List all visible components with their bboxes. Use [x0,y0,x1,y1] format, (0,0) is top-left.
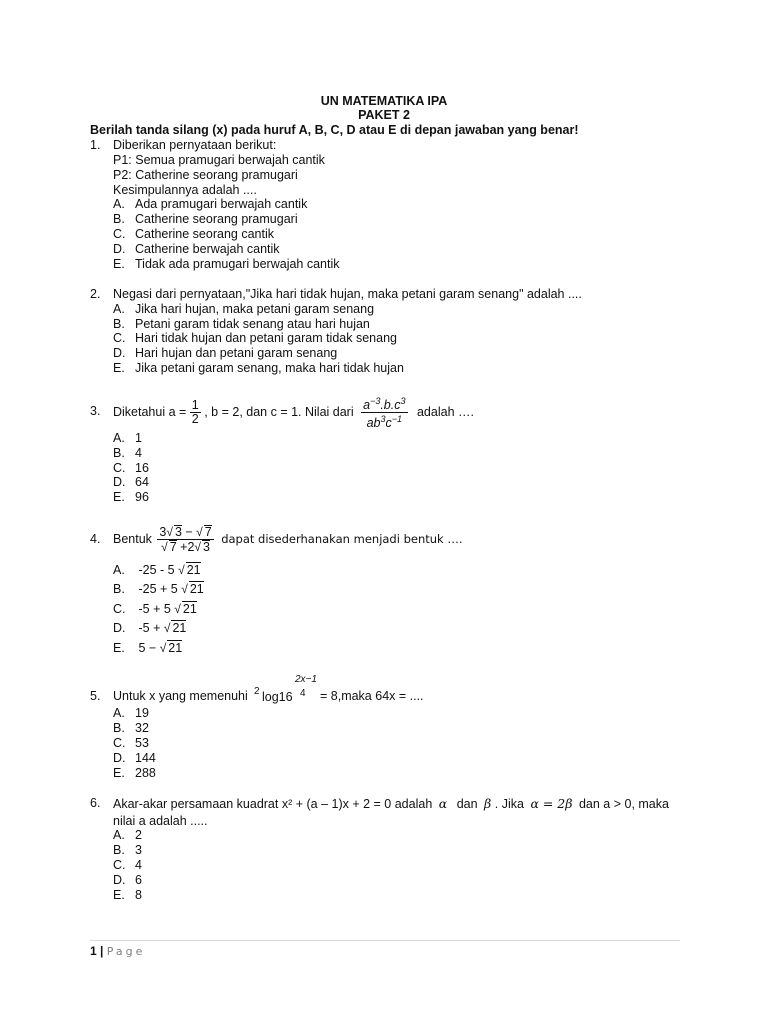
radicand: 21 [168,641,183,655]
exponent: 3 [400,396,406,407]
log-base: 2 [254,686,260,697]
option-d[interactable] [113,242,280,257]
question-text-part: . Jika [494,797,524,811]
beta-symbol: β [484,796,492,811]
term-ab: ab [366,416,381,431]
option-d[interactable] [113,346,337,361]
condition-expression: α = 2β [530,796,573,811]
option-text: Jika petani garam senang, maka hari tidak hujan [135,361,404,375]
option-text: 1 [135,431,142,445]
exponent: −1 [391,414,403,425]
option-d[interactable] [113,475,149,490]
option-letter: D. [113,346,126,360]
option-c[interactable] [113,736,149,751]
option-d[interactable] [113,873,142,888]
radical-icon: √ [194,540,202,555]
premise-1: P1: Semua pramugari berwajah cantik [113,153,325,167]
radical-icon: √ [178,563,185,577]
footer-divider [90,940,680,941]
radicand: 21 [186,563,201,577]
option-text: -5 + 5 [138,602,175,616]
question-number: 2. [90,287,101,301]
conclusion-prompt: Kesimpulannya adalah .... [113,183,257,197]
term-a: a [363,398,371,413]
option-e[interactable] [113,361,404,376]
option-text: 5 − [138,641,160,655]
radical-icon: √ [163,621,171,635]
option-letter: E. [113,361,125,375]
option-letter: A. [113,706,125,720]
question-text-mid: , b = 2, dan c = 1. Nilai dari [204,405,354,419]
question-text-post: = 8,maka 64x = .... [320,689,424,703]
term-c: c [385,416,392,431]
coefficient: 3 [159,525,167,540]
page-title: UN MATEMATIKA IPA [320,94,448,108]
surd-numerator [157,525,213,540]
radicand: 7 [169,540,177,555]
question-text-part: dan a > 0, maka [578,797,669,811]
option-letter: C. [113,461,126,475]
option-letter: E. [113,766,125,780]
question-text-pre: Bentuk [113,532,152,546]
option-text: 3 [135,843,142,857]
option-letter: B. [113,317,125,331]
option-letter: A. [113,302,125,316]
radical-icon: √ [159,641,167,655]
question-text-part: Akar-akar persamaan kuadrat x² + (a – 1)x + 2 = 0 adalah [113,797,433,811]
fraction-numerator: 1 [191,398,199,413]
option-text: Catherine berwajah cantik [135,242,280,256]
term-bc: .b.c [380,398,401,413]
option-text: 16 [135,461,149,475]
radical-icon: √ [196,525,203,540]
premise-2: P2: Catherine seorang pramugari [113,168,298,182]
page-footer [90,944,145,958]
option-text: 64 [135,475,149,489]
exponent-numerator: 2x−1 [295,674,317,685]
exponent-denominator: 4 [300,688,306,699]
surd-fraction [157,525,213,554]
option-a[interactable] [113,706,149,721]
option-text: 6 [135,873,142,887]
option-text: -25 + 5 [138,582,182,596]
option-e[interactable] [113,257,340,272]
page-number: 1 [90,944,97,958]
option-letter: E. [113,641,125,655]
option-e[interactable] [113,640,182,656]
option-letter: E. [113,257,125,271]
fraction-half [190,399,201,426]
radicand: 21 [182,602,197,616]
question-text: Negasi dari pernyataan,"Jika hari tidak hujan, maka petani garam senang" adalah .... [113,287,582,301]
alpha-symbol: α [438,796,448,811]
exponent: −3 [370,396,381,407]
radicand: 7 [204,525,212,540]
option-text: 32 [135,721,149,735]
option-letter: A. [113,197,125,211]
option-b[interactable] [113,721,149,736]
question-number: 6. [90,796,101,810]
radicand: 21 [189,582,204,596]
option-text: Hari hujan dan petani garam senang [135,346,338,360]
option-a[interactable] [113,197,307,212]
option-text: 288 [135,766,156,780]
option-text: 4 [135,446,142,460]
question-text [113,519,463,559]
option-letter: C. [113,227,126,241]
option-text: 19 [135,706,149,720]
option-letter: B. [113,843,125,857]
option-text: Catherine seorang pramugari [135,212,298,226]
option-c[interactable] [113,331,397,346]
option-text: Hari tidak hujan dan petani garam tidak senang [135,331,397,345]
radicand: 3 [174,525,182,540]
question-number: 4. [90,532,101,546]
radicand: 21 [172,621,187,635]
question-text-line2: nilai a adalah ..... [113,814,208,828]
operator: +2 [176,540,195,555]
option-letter: B. [113,582,125,596]
question-text [113,392,474,432]
option-d[interactable] [113,751,156,766]
option-letter: D. [113,242,126,256]
question-number: 1. [90,138,101,152]
instruction: Berilah tanda silang (x) pada huruf A, B, C, D atau E di depan jawaban yang benar! [90,123,579,137]
option-text: 2 [135,828,142,842]
radical-icon: √ [181,582,188,596]
question-number: 5. [90,689,101,703]
option-letter: C. [113,858,126,872]
option-c[interactable] [113,461,149,476]
question-text-post: adalah …. [416,405,474,419]
option-letter: C. [113,331,126,345]
surd-denominator [157,540,213,554]
option-letter: E. [113,888,125,902]
option-d[interactable] [113,620,186,636]
option-text: 4 [135,858,142,872]
option-b[interactable] [113,843,142,858]
question-text [113,796,669,812]
option-b[interactable] [113,581,204,597]
option-a[interactable] [113,431,142,446]
option-letter: A. [113,828,125,842]
option-text: Petani garam tidak senang atau hari hujan [135,317,370,331]
question-text: Diberikan pernyataan berikut: [113,138,277,152]
option-letter: D. [113,475,126,489]
option-text: 53 [135,736,149,750]
option-letter: A. [113,563,125,577]
option-letter: D. [113,621,126,635]
option-text: -25 - 5 [138,563,179,577]
exponent: 3 [380,414,386,425]
option-text: -5 + [138,621,164,635]
option-c[interactable] [113,858,142,873]
radical-icon: √ [174,602,181,616]
fraction-denominator: 2 [191,412,199,427]
option-text: 96 [135,490,149,504]
option-b[interactable] [113,212,298,227]
option-letter: D. [113,873,126,887]
option-text: Ada pramugari berwajah cantik [135,197,308,211]
question-text-pre: Untuk x yang memenuhi [113,689,248,703]
log-expression: log16 [262,690,293,704]
option-text: Catherine seorang cantik [135,227,274,241]
question-number: 3. [90,404,101,418]
option-letter: D. [113,751,126,765]
option-text: 8 [135,888,142,902]
expression-fraction [361,395,407,430]
option-a[interactable] [113,828,142,843]
option-a[interactable] [113,302,374,317]
page-subtitle: PAKET 2 [358,108,410,122]
option-letter: C. [113,602,126,616]
option-letter: A. [113,431,125,445]
option-a[interactable] [113,562,201,578]
option-b[interactable] [113,446,142,461]
option-text: Jika hari hujan, maka petani garam senang [135,302,375,316]
radical-icon: √ [161,540,168,555]
page-label: Page [106,945,146,958]
option-b[interactable] [113,317,370,332]
radicand: 3 [203,540,210,555]
footer-separator: | [100,944,104,958]
option-letter: B. [113,446,125,460]
option-e[interactable] [113,888,142,903]
option-letter: B. [113,212,125,226]
option-e[interactable] [113,490,149,505]
radical-icon: √ [166,525,173,540]
operator: − [181,525,197,540]
question-text-part: dan [456,797,478,811]
option-letter: B. [113,721,125,735]
expression-numerator [361,395,407,413]
option-c[interactable] [113,601,197,617]
question-text-post: dapat disederhanakan menjadi bentuk …. [221,532,463,546]
option-letter: E. [113,490,125,504]
option-c[interactable] [113,227,274,242]
option-e[interactable] [113,766,156,781]
option-letter: C. [113,736,126,750]
question-text-pre: Diketahui a = [113,405,187,419]
option-text: 144 [135,751,156,765]
option-text: Tidak ada pramugari berwajah cantik [135,257,340,271]
expression-denominator [361,413,407,430]
